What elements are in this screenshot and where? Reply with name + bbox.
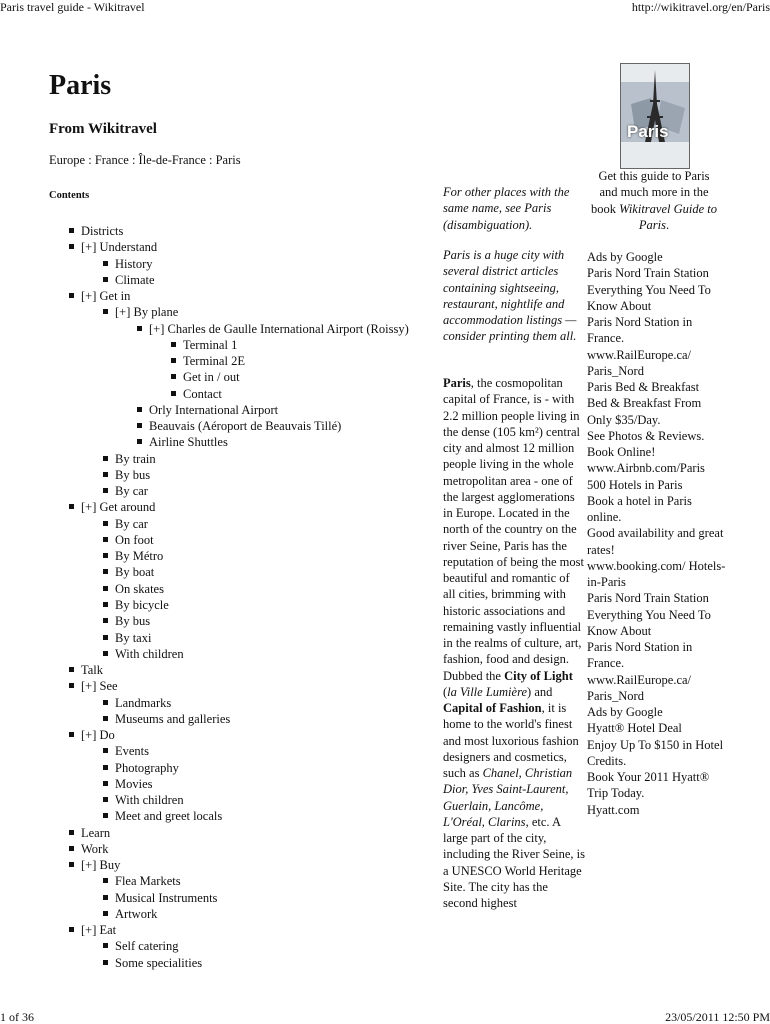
bullet-icon bbox=[69, 683, 74, 688]
ad-line[interactable]: Paris Bed & Breakfast bbox=[587, 380, 700, 394]
bullet-icon bbox=[171, 358, 176, 363]
toc-item-label: Meet and greet locals bbox=[115, 809, 223, 824]
ad-line[interactable]: www.RailEurope.ca/ Paris_Nord bbox=[587, 347, 692, 378]
ad-line[interactable]: Ads by Google bbox=[587, 250, 663, 264]
toc-item-label: [+] Do bbox=[81, 728, 115, 743]
toc-item-label: Work bbox=[81, 841, 109, 856]
toc-item[interactable] bbox=[69, 727, 115, 743]
bullet-icon bbox=[69, 830, 74, 835]
bullet-icon bbox=[103, 748, 108, 753]
toc-item-label: Talk bbox=[81, 663, 104, 678]
ad-line[interactable]: Bed & Breakfast From Only $35/Day. bbox=[587, 396, 702, 427]
toc-item[interactable] bbox=[137, 321, 409, 337]
toc-item-label: On skates bbox=[115, 581, 164, 596]
bullet-icon bbox=[103, 537, 108, 542]
toc-item[interactable] bbox=[103, 873, 181, 889]
eiffel-tower-icon bbox=[621, 64, 689, 168]
bullet-icon bbox=[103, 651, 108, 656]
bullet-icon bbox=[103, 911, 108, 916]
toc-item-label: By train bbox=[115, 451, 156, 466]
ad-line[interactable]: Enjoy Up To $150 in Hotel Credits. bbox=[587, 737, 724, 768]
toc-item[interactable] bbox=[103, 581, 164, 597]
toc-item[interactable] bbox=[103, 890, 217, 906]
toc-item[interactable] bbox=[103, 808, 222, 824]
toc-item-label: Climate bbox=[115, 272, 155, 287]
toc-item-label: [+] By plane bbox=[115, 305, 179, 320]
toc-item-label: Terminal 1 bbox=[183, 337, 238, 352]
toc-item-label: Airline Shuttles bbox=[149, 435, 228, 450]
ad-line[interactable]: Paris Nord Train Station bbox=[587, 591, 709, 606]
toc-item-label: On foot bbox=[115, 532, 154, 547]
toc-item[interactable] bbox=[69, 678, 118, 694]
toc-item-label: By boat bbox=[115, 565, 155, 580]
ad-line[interactable]: 500 Hotels in Paris bbox=[587, 477, 683, 492]
bullet-icon bbox=[103, 895, 108, 900]
toc-item[interactable] bbox=[137, 434, 228, 450]
toc-item-label: Self catering bbox=[115, 939, 179, 954]
toc-item-label: [+] Understand bbox=[81, 240, 158, 255]
bullet-icon bbox=[69, 228, 74, 233]
bullet-icon bbox=[103, 797, 108, 802]
bullet-icon bbox=[103, 553, 108, 558]
toc-item-label: By taxi bbox=[115, 630, 152, 645]
bullet-icon bbox=[103, 765, 108, 770]
print-footer-page: 1 of 36 bbox=[0, 1010, 34, 1024]
contents-heading: Contents bbox=[49, 190, 90, 201]
toc-item-label: Orly International Airport bbox=[149, 402, 279, 417]
toc-item[interactable] bbox=[103, 646, 184, 662]
toc-item[interactable] bbox=[103, 760, 179, 776]
toc-item-label: Some specialities bbox=[115, 955, 203, 970]
bullet-icon bbox=[69, 862, 74, 867]
print-header-title: Paris travel guide - Wikitravel bbox=[0, 0, 145, 14]
toc-item-label: [+] Charles de Gaulle International Airport (Roissy) bbox=[149, 321, 409, 336]
toc-item[interactable] bbox=[103, 272, 155, 288]
toc-item[interactable] bbox=[69, 662, 103, 678]
bullet-icon bbox=[171, 391, 176, 396]
bullet-icon bbox=[103, 488, 108, 493]
toc-item[interactable] bbox=[103, 483, 148, 499]
toc-item-label: Photography bbox=[115, 760, 179, 775]
toc-item[interactable] bbox=[103, 792, 184, 808]
ad-line[interactable]: Paris Nord Station in France. bbox=[587, 640, 693, 671]
bullet-icon bbox=[137, 439, 142, 444]
ad-line[interactable]: Good availability and great rates! bbox=[587, 526, 724, 557]
toc-item[interactable] bbox=[103, 451, 156, 467]
toc-item[interactable] bbox=[103, 630, 151, 646]
toc-item[interactable] bbox=[103, 743, 149, 759]
bullet-icon bbox=[171, 374, 176, 379]
bullet-icon bbox=[103, 586, 108, 591]
toc-item-label: [+] Get in bbox=[81, 289, 131, 304]
google-ads bbox=[587, 249, 727, 818]
toc-item[interactable] bbox=[69, 499, 155, 515]
toc-item[interactable] bbox=[103, 613, 150, 629]
page-title: Paris bbox=[49, 70, 112, 101]
bullet-icon bbox=[103, 700, 108, 705]
bullet-icon bbox=[103, 618, 108, 623]
print-footer-date: 23/05/2011 12:50 PM bbox=[665, 1010, 770, 1024]
breadcrumb: Europe : France : Île-de-France : Paris bbox=[49, 153, 241, 167]
toc-item-label: Events bbox=[115, 744, 150, 759]
ad-line[interactable]: Ads by Google bbox=[587, 705, 663, 719]
toc-item[interactable] bbox=[171, 353, 245, 369]
print-advice: Paris is a huge city with several district articles containing sightseeing, restaurant, nightlife and accommodation listings — consider printing them all. bbox=[443, 248, 577, 344]
toc-item[interactable] bbox=[69, 841, 108, 857]
toc-item-label: Flea Markets bbox=[115, 874, 181, 889]
toc-item-label: Get in / out bbox=[183, 370, 240, 385]
toc-item-label: With children bbox=[115, 646, 184, 661]
bullet-icon bbox=[69, 667, 74, 672]
bullet-icon bbox=[103, 716, 108, 721]
ad-line[interactable]: www.RailEurope.ca/ Paris_Nord bbox=[587, 672, 692, 703]
toc-item[interactable] bbox=[103, 776, 153, 792]
toc-item-label: By car bbox=[115, 484, 148, 499]
toc-item-label: Movies bbox=[115, 776, 153, 791]
toc-item-label: [+] Eat bbox=[81, 923, 117, 938]
bullet-icon bbox=[103, 521, 108, 526]
ad-line[interactable]: Everything You Need To Know About bbox=[587, 607, 711, 638]
bullet-icon bbox=[103, 602, 108, 607]
bullet-icon bbox=[103, 813, 108, 818]
toc-item-label: [+] See bbox=[81, 679, 118, 694]
toc-item[interactable] bbox=[103, 532, 154, 548]
bullet-icon bbox=[103, 261, 108, 266]
bullet-icon bbox=[69, 293, 74, 298]
toc-item-label: By bus bbox=[115, 467, 151, 482]
bullet-icon bbox=[69, 927, 74, 932]
toc-item-label: By bicycle bbox=[115, 597, 169, 612]
toc-item-label: By car bbox=[115, 516, 148, 531]
toc-item-label: [+] Get around bbox=[81, 500, 156, 515]
bullet-icon bbox=[103, 878, 108, 883]
bullet-icon bbox=[103, 943, 108, 948]
toc-item[interactable] bbox=[103, 256, 153, 272]
toc-item-label: Learn bbox=[81, 825, 111, 840]
bullet-icon bbox=[103, 781, 108, 786]
toc-item[interactable] bbox=[103, 467, 150, 483]
book-caption: Get this guide to Paris and much more in the book Wikitravel Guide to Paris. bbox=[590, 169, 718, 232]
toc-item[interactable] bbox=[69, 922, 116, 938]
toc-item-label: Artwork bbox=[115, 906, 158, 921]
toc-item[interactable] bbox=[103, 564, 154, 580]
toc-item[interactable] bbox=[103, 695, 171, 711]
bullet-icon bbox=[69, 846, 74, 851]
ad-line[interactable]: Paris Nord Train Station bbox=[587, 266, 709, 281]
toc-item[interactable] bbox=[103, 711, 230, 727]
bullet-icon bbox=[103, 277, 108, 282]
toc-item[interactable] bbox=[103, 955, 202, 971]
toc-item[interactable] bbox=[69, 223, 123, 239]
ad-line[interactable]: www.Airbnb.com/Paris bbox=[587, 461, 705, 476]
toc-item[interactable] bbox=[69, 825, 110, 841]
toc-item-label: Museums and galleries bbox=[115, 711, 231, 726]
ad-line[interactable]: Hyatt.com bbox=[587, 802, 640, 817]
toc-item-label: [+] Buy bbox=[81, 858, 121, 873]
toc-item[interactable] bbox=[137, 418, 341, 434]
print-header-url: http://wikitravel.org/en/Paris bbox=[631, 0, 770, 14]
toc-item-label: History bbox=[115, 256, 153, 271]
toc-item-label: Musical Instruments bbox=[115, 890, 218, 905]
bullet-icon bbox=[103, 635, 108, 640]
ad-line[interactable]: Book Your 2011 Hyatt® Trip Today. bbox=[587, 770, 710, 801]
book-cover-image[interactable] bbox=[620, 63, 690, 169]
bullet-icon bbox=[103, 569, 108, 574]
bullet-icon bbox=[103, 472, 108, 477]
bullet-icon bbox=[103, 456, 108, 461]
article-intro: Paris, the cosmopolitan capital of France, is - with 2.2 million people living in the dense (105 km²) central city and almost 12 million people living in the whole metropolitan area - one of the largest agglomerations in Europe. Located in the north of the country on the river Seine, Paris has the reputation of being the most beautiful and romantic of all cities, brimming with historic associations and remaining vastly influential in the realms of culture, art, fashion, food and design. Dubbed the City of Light (la Ville Lumière) and Capital of Fashion, it is home to the world's finest and most luxorious fashion designers and cosmetics, such as Chanel, Christian Dior, Yves Saint-Laurent, Guerlain, Lancôme, L'Oréal, Clarins, etc. A large part of the city, including the River Seine, is a UNESCO World Heritage Site. The city has the second highest bbox=[443, 376, 585, 910]
toc-item-label: Beauvais (Aéroport de Beauvais Tillé) bbox=[149, 419, 342, 434]
page-subtitle: From Wikitravel bbox=[49, 121, 157, 137]
book-title-link[interactable]: Wikitravel Guide to Paris bbox=[619, 201, 718, 232]
toc-item-label: By bus bbox=[115, 614, 151, 629]
toc-item[interactable] bbox=[171, 369, 240, 385]
toc-item[interactable] bbox=[171, 337, 237, 353]
bullet-icon bbox=[69, 732, 74, 737]
bullet-icon bbox=[137, 407, 142, 412]
bullet-icon bbox=[137, 326, 142, 331]
toc-item-label: Landmarks bbox=[115, 695, 172, 710]
ad-line[interactable]: Everything You Need To Know About bbox=[587, 282, 711, 313]
toc-item[interactable] bbox=[103, 516, 148, 532]
ad-line[interactable]: Book a hotel in Paris online. bbox=[587, 493, 692, 524]
toc-item-label: Contact bbox=[183, 386, 222, 401]
article-name: Paris bbox=[443, 376, 471, 390]
book-cover-title: Paris bbox=[627, 122, 669, 141]
disambiguation-note: For other places with the same name, see Paris (disambiguation). bbox=[443, 185, 570, 232]
bullet-icon bbox=[69, 504, 74, 509]
toc-item[interactable] bbox=[103, 938, 179, 954]
bullet-icon bbox=[103, 309, 108, 314]
toc-item[interactable] bbox=[171, 386, 222, 402]
toc-item[interactable] bbox=[103, 597, 169, 613]
toc-item[interactable] bbox=[103, 548, 163, 564]
toc-item[interactable] bbox=[69, 857, 120, 873]
ad-line[interactable]: www.booking.com/ Hotels-in-Paris bbox=[587, 558, 726, 589]
toc-item[interactable] bbox=[103, 304, 178, 320]
toc-item-label: With children bbox=[115, 793, 184, 808]
bullet-icon bbox=[69, 244, 74, 249]
bullet-icon bbox=[171, 342, 176, 347]
toc-item[interactable] bbox=[69, 288, 130, 304]
toc-item-label: Districts bbox=[81, 224, 124, 238]
toc-item[interactable] bbox=[137, 402, 278, 418]
toc-item-label: Terminal 2E bbox=[183, 354, 245, 369]
bullet-icon bbox=[103, 960, 108, 965]
ad-line[interactable]: See Photos & Reviews. Book Online! bbox=[587, 428, 705, 459]
ad-line[interactable]: Paris Nord Station in France. bbox=[587, 315, 693, 346]
toc-item[interactable] bbox=[69, 239, 157, 255]
bullet-icon bbox=[137, 423, 142, 428]
toc-item[interactable] bbox=[103, 906, 157, 922]
ad-line[interactable]: Hyatt® Hotel Deal bbox=[587, 721, 682, 736]
toc-item-label: By Métro bbox=[115, 549, 164, 564]
